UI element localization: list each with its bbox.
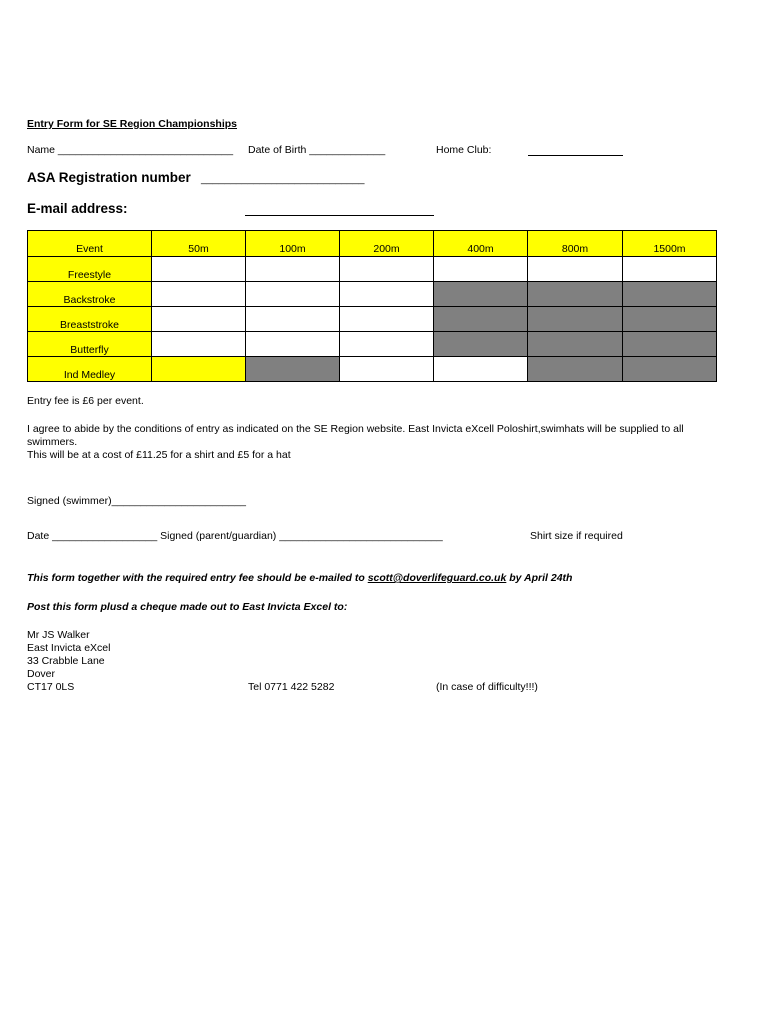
table-row (28, 307, 717, 332)
form-title: Entry Form for SE Region Championships (27, 118, 238, 130)
entry-cell (528, 307, 623, 332)
address-line-4: Dover (27, 668, 56, 680)
entry-cell (623, 357, 717, 382)
entry-cell[interactable] (434, 257, 528, 282)
asa-registration-blank: ____________________________ (201, 173, 365, 185)
event-butterfly-label: Butterfly (28, 332, 152, 357)
entry-cell[interactable] (152, 307, 246, 332)
entry-cell (528, 332, 623, 357)
entry-cell (434, 332, 528, 357)
entry-cell (434, 282, 528, 307)
email-instruction (27, 572, 572, 584)
events-table (27, 230, 717, 382)
entry-cell[interactable] (152, 257, 246, 282)
entry-cell (528, 357, 623, 382)
entry-fee-text: Entry fee is £6 per event. (27, 395, 144, 407)
entry-cell (623, 332, 717, 357)
home-club-label: Home Club: (436, 144, 492, 156)
address-line-1: Mr JS Walker (27, 629, 90, 641)
signed-swimmer-line: Signed (swimmer)_______________________ (27, 495, 246, 507)
entry-cell[interactable] (246, 332, 340, 357)
header-1500m: 1500m (623, 231, 717, 257)
email-link[interactable]: scott@doverlifeguard.co.uk (367, 572, 507, 584)
entry-cell[interactable] (340, 257, 434, 282)
asa-registration-label: ASA Registration number (27, 170, 191, 185)
events-header-row (28, 231, 717, 257)
entry-cell[interactable] (528, 257, 623, 282)
header-400m: 400m (434, 231, 528, 257)
email-instruction-pre: This form together with the required entry fee should be e-mailed to (27, 572, 368, 584)
table-row (28, 357, 717, 382)
address-line-5: CT17 0LS (27, 681, 75, 693)
entry-cell[interactable] (340, 307, 434, 332)
entry-cell (528, 282, 623, 307)
difficulty-note: (In case of difficulty!!!) (436, 681, 538, 693)
entry-cell[interactable] (340, 357, 434, 382)
entry-cell[interactable] (434, 357, 528, 382)
name-field-label: Name ______________________________ (27, 144, 234, 156)
table-row (28, 282, 717, 307)
date-parent-signature-line: Date __________________ Signed (parent/guardian) ____________________________ (27, 530, 443, 542)
event-breaststroke-label: Breaststroke (28, 307, 152, 332)
entry-cell[interactable] (340, 332, 434, 357)
event-backstroke-label: Backstroke (28, 282, 152, 307)
email-instruction-post: by April 24th (506, 572, 573, 584)
entry-cell[interactable] (246, 257, 340, 282)
email-address-label: E-mail address: (27, 201, 128, 216)
header-800m: 800m (528, 231, 623, 257)
address-line-3: 33 Crabble Lane (27, 655, 105, 667)
entry-cell (623, 307, 717, 332)
dob-field-label: Date of Birth _____________ (248, 144, 386, 156)
entry-cell[interactable] (152, 357, 246, 382)
header-50m: 50m (152, 231, 246, 257)
address-line-2: East Invicta eXcel (27, 642, 111, 654)
entry-cell[interactable] (152, 282, 246, 307)
agreement-line-3: This will be at a cost of £11.25 for a shirt and £5 for a hat (27, 449, 291, 461)
header-event: Event (28, 231, 152, 257)
header-200m: 200m (340, 231, 434, 257)
home-club-line (528, 155, 623, 156)
event-freestyle-label: Freestyle (28, 257, 152, 282)
entry-cell (246, 357, 340, 382)
entry-cell[interactable] (152, 332, 246, 357)
entry-cell[interactable] (246, 282, 340, 307)
email-address-line (245, 215, 434, 216)
agreement-line-1: I agree to abide by the conditions of entry as indicated on the SE Region website. East Invicta eXcell Poloshirt,swimhats will be supplied to all (27, 423, 684, 435)
event-ind-medley-label: Ind Medley (28, 357, 152, 382)
entry-cell[interactable] (340, 282, 434, 307)
entry-cell (434, 307, 528, 332)
entry-cell[interactable] (246, 307, 340, 332)
agreement-line-2: swimmers. (27, 436, 78, 448)
entry-cell[interactable] (623, 257, 717, 282)
post-instruction: Post this form plusd a cheque made out to East Invicta Excel to: (27, 601, 348, 613)
shirt-size-label: Shirt size if required (530, 530, 623, 542)
entry-cell (623, 282, 717, 307)
table-row (28, 332, 717, 357)
table-row (28, 257, 717, 282)
header-100m: 100m (246, 231, 340, 257)
telephone-text: Tel 0771 422 5282 (248, 681, 335, 693)
